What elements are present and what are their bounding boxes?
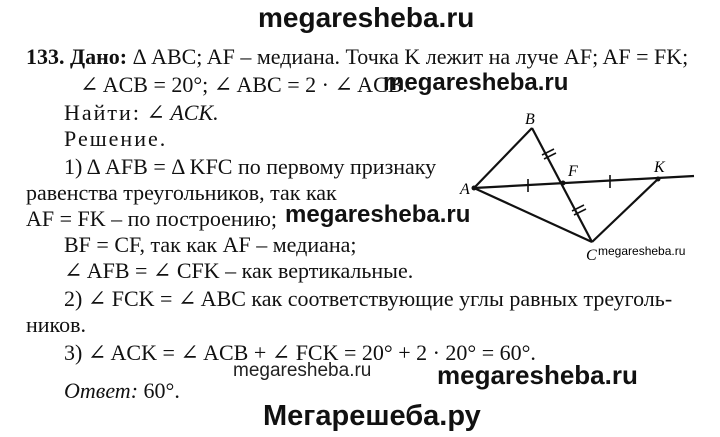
find-label: Найти: <box>64 100 141 125</box>
given-text-1: Δ ABC; AF – медиана. Точка K лежит на луче AF; AF = FK; <box>132 44 689 69</box>
solution-label: Решение. <box>64 126 168 151</box>
find-value: ∠ ACK. <box>146 100 219 125</box>
watermark-inline-2: megaresheba.ru <box>285 201 471 228</box>
solution-line-6: 2) ∠ FCK = ∠ ABC как соответствующие углы равных треуголь- <box>64 286 673 311</box>
given-text-2: ∠ ACB = 20°; ∠ ABC = 2 · ∠ ACB. <box>80 72 408 97</box>
segment-ck <box>592 179 658 242</box>
label-f: F <box>568 163 578 180</box>
find-line <box>64 100 219 126</box>
answer-value: 60°. <box>143 378 180 403</box>
point-a <box>472 186 477 191</box>
ray-af <box>474 176 694 188</box>
label-c: C <box>586 247 597 264</box>
solution-line-8: 3) ∠ ACK = ∠ ACB + ∠ FCK = 20° + 2 · 20° = 60°. <box>64 340 536 365</box>
solution-line-2: равенства треугольников, так как <box>26 180 337 205</box>
segment-ab <box>474 128 532 188</box>
solution-line-4: BF = CF, так как AF – медиана; <box>64 232 357 257</box>
solution-line-1: 1) Δ AFB = Δ KFC по первому признаку <box>64 154 437 179</box>
answer-label: Ответ: <box>64 378 139 403</box>
problem-number: 133. <box>26 44 65 69</box>
answer-line <box>64 378 180 404</box>
label-b: B <box>525 111 535 128</box>
solution-line-5: ∠ AFB = ∠ CFK – как вертикальные. <box>64 258 414 283</box>
watermark-inline-1: megaresheba.ru <box>383 69 569 96</box>
watermark-top: megaresheba.ru <box>258 2 475 33</box>
watermark-footer: Мегарешеба.ру <box>263 400 481 432</box>
watermark-bottom-left: megaresheba.ru <box>233 360 372 381</box>
watermark-figure: megaresheba.ru <box>598 244 686 258</box>
label-k: K <box>654 159 665 176</box>
label-a: A <box>460 181 470 198</box>
given-label: Дано: <box>70 44 128 69</box>
solution-line-3: AF = FK – по построению; <box>26 206 278 231</box>
watermark-bottom-right: megaresheba.ru <box>437 360 638 390</box>
solution-line-7: ников. <box>26 312 87 337</box>
problem-given-line1 <box>26 44 688 70</box>
point-k <box>656 177 661 182</box>
triangle-figure <box>458 108 698 268</box>
point-f <box>561 181 566 186</box>
